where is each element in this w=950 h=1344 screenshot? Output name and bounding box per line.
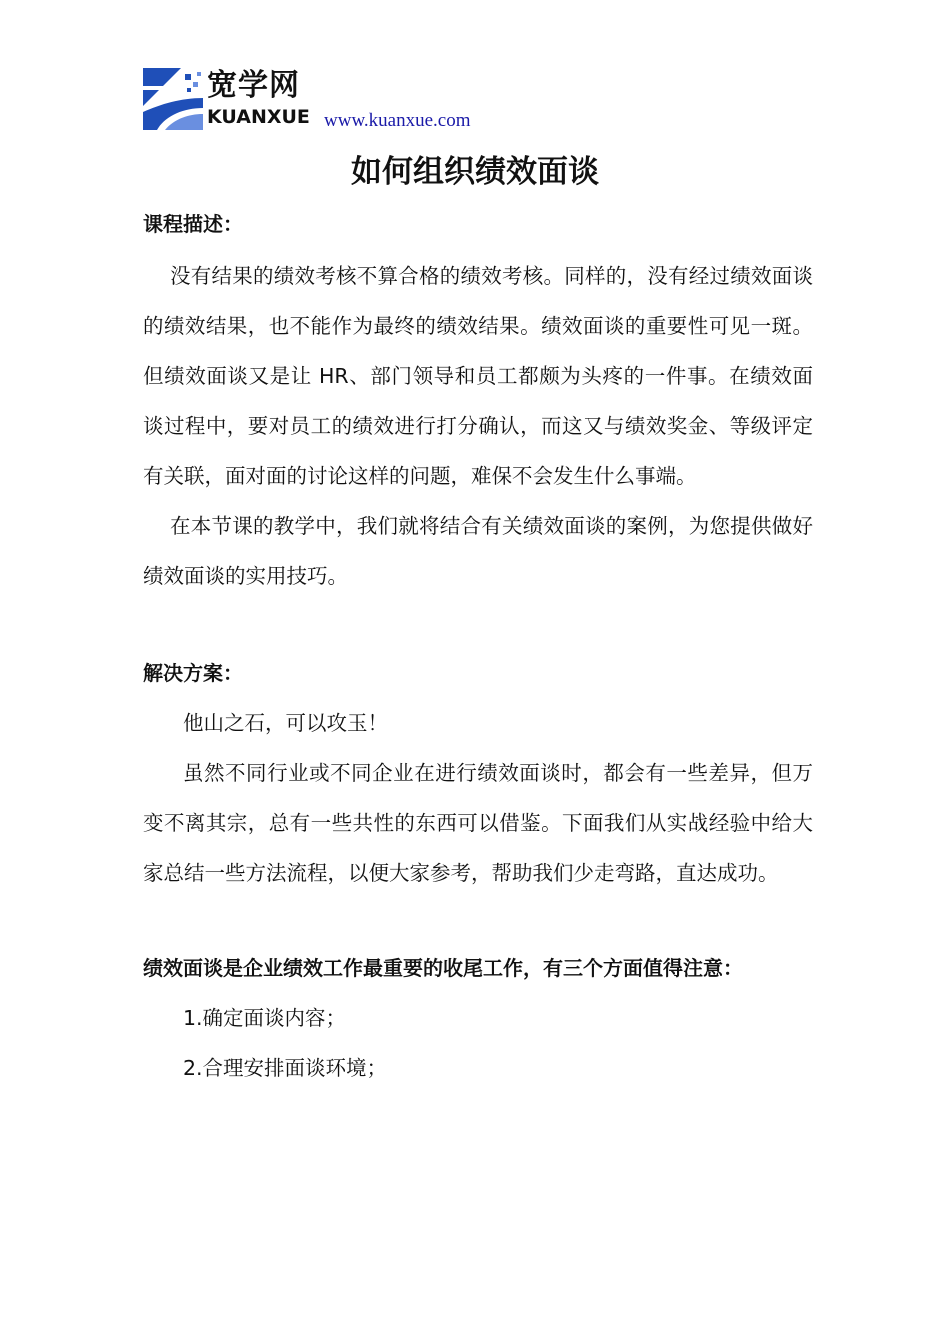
course-description-paragraph-2: 在本节课的教学中，我们就将结合有关绩效面谈的案例，为您提供做好绩效面谈的实用技巧。 [143,514,813,588]
solution-paragraph: 虽然不同行业或不同企业在进行绩效面谈时，都会有一些差异，但万变不离其宗，总有一些共性的东西可以借鉴。下面我们从实战经验中给大家总结一些方法流程，以便大家参考，帮助我们少走弯路，直达成功。 [143,761,813,885]
section-heading-course-description: 课程描述： [143,212,243,236]
list-item: 2.合理安排面谈环境； [183,1056,388,1080]
kuanxue-logo-icon [143,68,203,130]
section-heading-interview-notes: 绩效面谈是企业绩效工作最重要的收尾工作，有三个方面值得注意： [143,956,743,980]
solution-motto: 他山之石，可以攻玉！ [183,711,388,735]
document-title: 如何组织绩效面谈 [351,154,599,190]
logo-english-text: KUANXUE [207,106,310,128]
site-url-link[interactable]: www.kuanxue.com [324,110,471,131]
document-body [143,202,813,1093]
list-item: 1.确定面谈内容； [183,1006,347,1030]
logo-chinese-text: 宽学网 [207,68,300,103]
section-heading-solution: 解决方案： [143,661,243,685]
brand-logo[interactable] [143,68,503,134]
course-description-paragraph-1: 没有结果的绩效考核不算合格的绩效考核。同样的，没有经过绩效面谈的绩效结果，也不能作为最终的绩效结果。绩效面谈的重要性可见一斑。但绩效面谈又是让 HR、部门领导和员工都颇为头疼的一件事。在绩效面谈过程中，要对员工的绩效进行打分确认，而这又与绩效奖金、等级评定有关联，面对面的讨论这样的问题，难保不会发生什么事端。 [143,264,813,488]
